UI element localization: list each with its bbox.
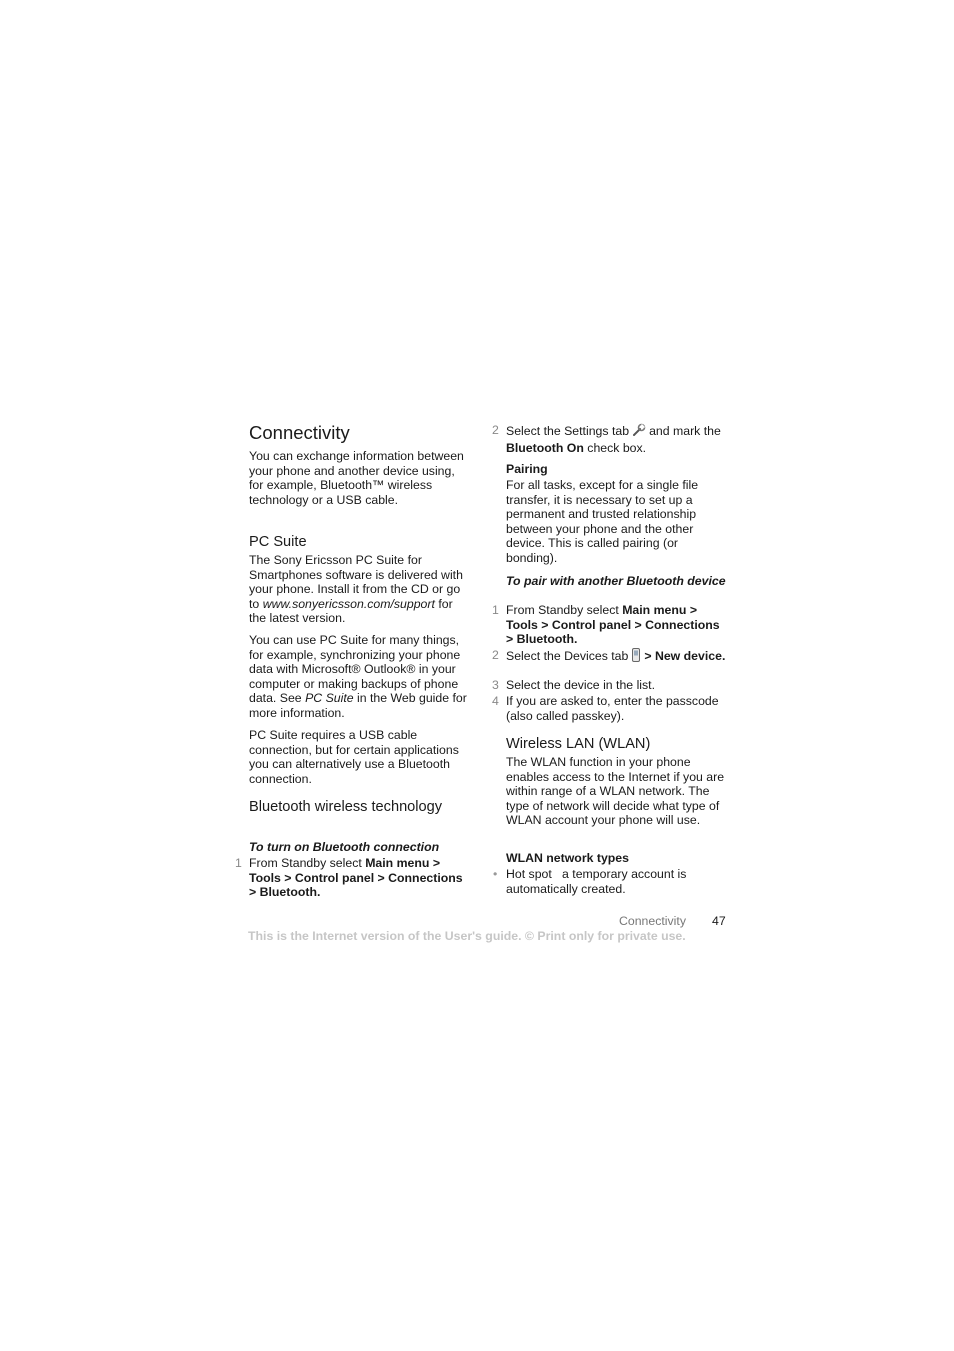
bullet: • [493,867,498,881]
wrench-icon [632,423,646,441]
page-title: Connectivity [249,422,350,443]
pair-step-3: 3 Select the device in the list. [492,678,656,692]
pair-step-1: 1 From Standby select Main menu > Tools > Control panel > Connections > Bluetooth. [492,603,720,647]
bluetooth-step-2: 2 Select the Settings tab and mark the Bluetooth On check box. [492,423,721,455]
bluetooth-step-1: 1 From Standby select Main menu > Tools > Control panel > Connections > Bluetooth. [235,856,463,900]
pair-step-4: 4 If you are asked to, enter the passcode (also called passkey). [492,694,719,723]
step-number: 2 [492,423,499,437]
step-number: 3 [492,678,499,692]
intro-paragraph: You can exchange information between your phone and another device using, for example, Bluetooth™ wireless technology or a USB cable. [249,449,464,507]
sonyericsson-support-link[interactable]: www.sonyericsson.com/support [262,596,435,611]
pc-suite-paragraph-1: The Sony Ericsson PC Suite for Smartphones software is delivered with your phone. Install it from the CD or go to www.sonyericsson.com/support for the latest version. [249,553,463,626]
wlan-heading: Wireless LAN (WLAN) [506,736,651,752]
pair-task-title: To pair with another Bluetooth device [506,574,726,588]
wlan-paragraph: The WLAN function in your phone enables access to the Internet if you are within range of a WLAN network. The type of network will decide what type of WLAN account your phone will use. [506,755,725,828]
pc-suite-heading: PC Suite [249,534,307,550]
pc-suite-paragraph-2: You can use PC Suite for many things, for example, synchronizing your phone data with Microsoft® Outlook® in your computer or making backups of phone data. See PC Suite in the Web guide for more information. [249,633,467,720]
wlan-bullet-1: • Hot spot a temporary account is automatically created. [493,867,687,896]
pc-suite-paragraph-3: PC Suite requires a USB cable connection, but for certain applications you can alternatively use a Bluetooth connection. [249,728,459,786]
bluetooth-heading: Bluetooth wireless technology [249,799,443,815]
step-number: 1 [235,856,242,870]
pairing-paragraph: For all tasks, except for a single file transfer, it is necessary to set up a permanent and trusted relationship between your phone and the other device. This is called pairing (or bonding). [506,478,699,565]
step-number: 1 [492,603,499,617]
step-number: 4 [492,694,499,708]
pairing-heading: Pairing [506,462,548,476]
footer-disclaimer: This is the Internet version of the User's guide. © Print only for private use. [248,929,686,943]
step-number: 2 [492,648,499,662]
pair-step-2: 2 Select the Devices tab > New device. [506,648,725,666]
footer-section-name: Connectivity [619,914,686,928]
phone-device-icon [631,648,641,666]
wlan-types-heading: WLAN network types [506,851,629,865]
bluetooth-task-title: To turn on Bluetooth connection [249,840,440,854]
page-number: 47 [712,914,726,928]
